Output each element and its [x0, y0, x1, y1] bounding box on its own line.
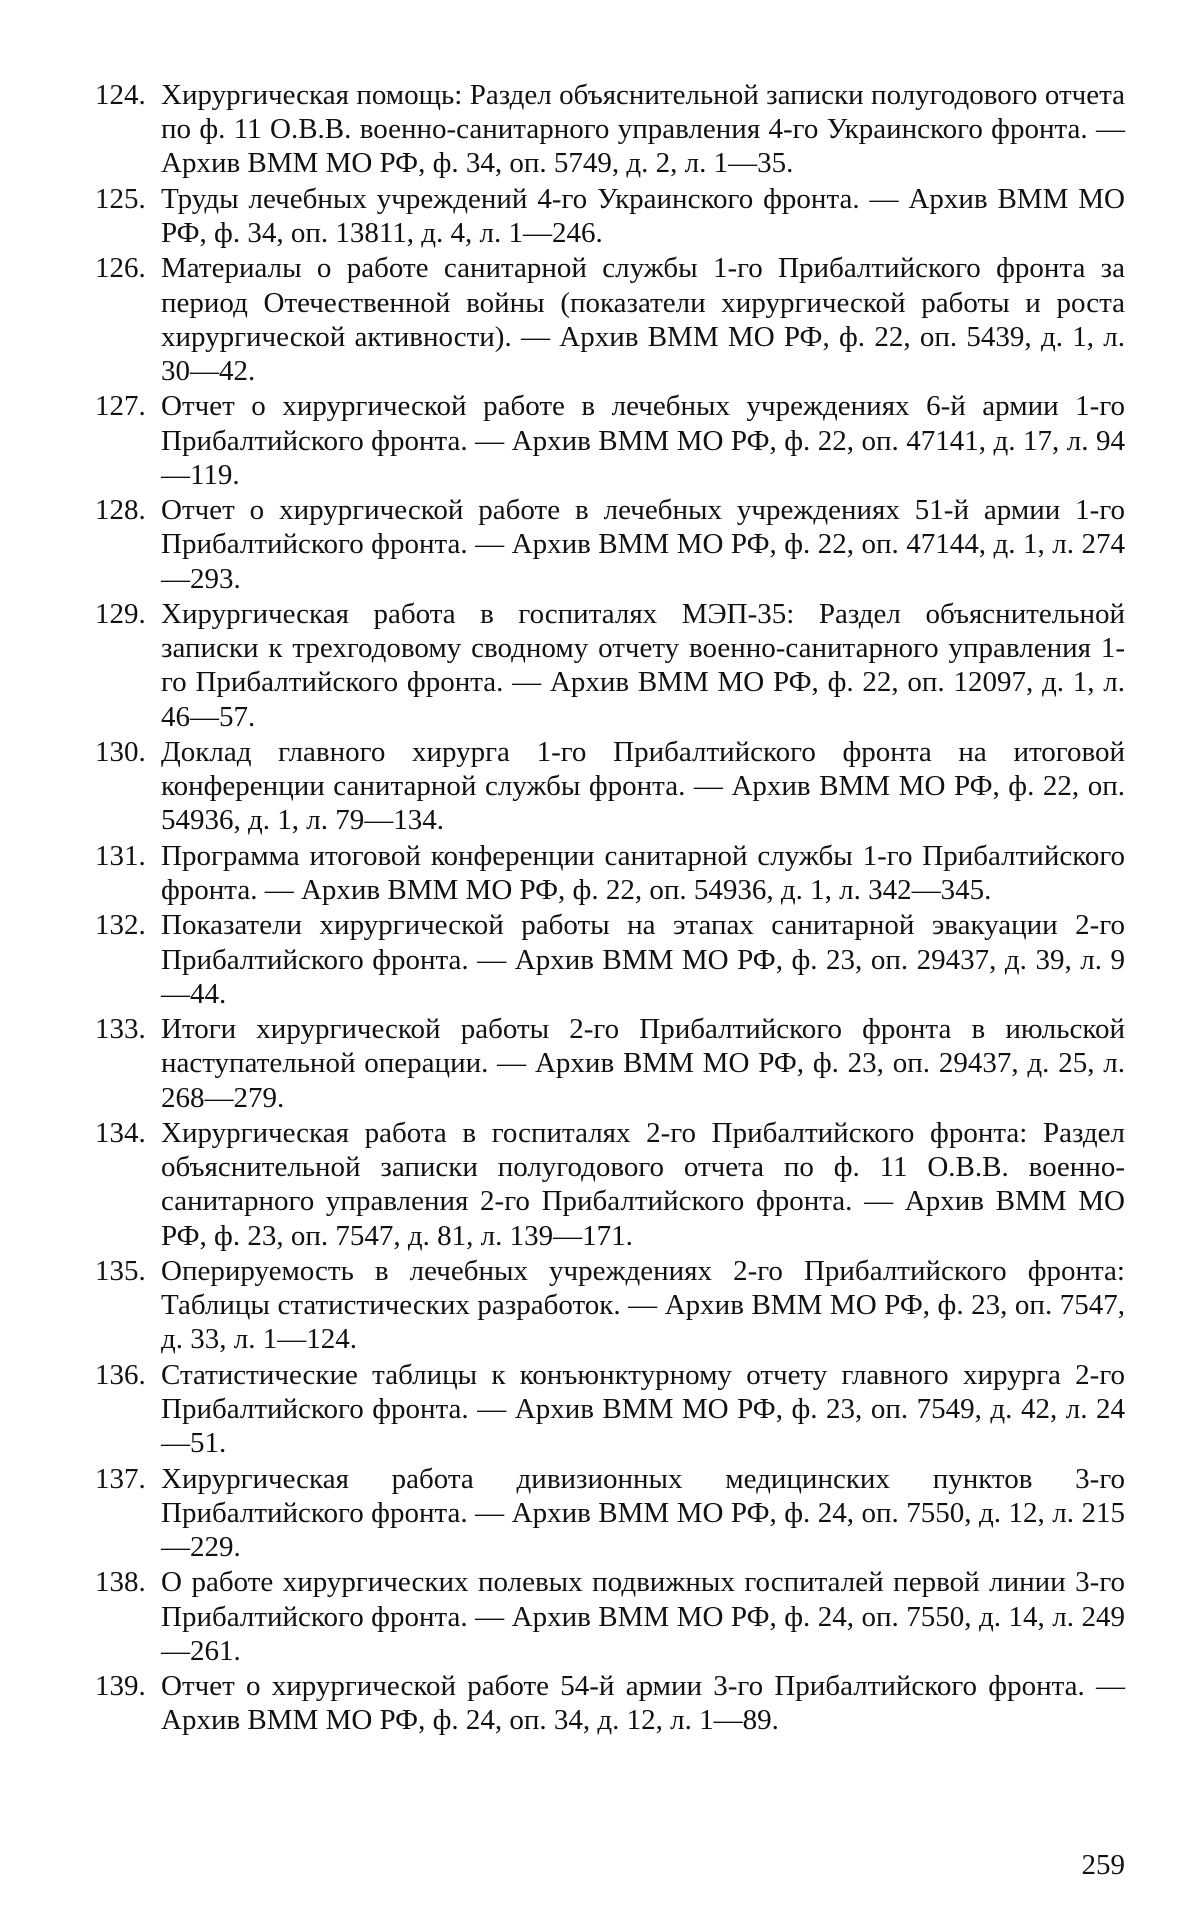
reference-text: Материалы о работе санитарной службы 1-го Прибалтийского фронта за период Отечественной войны (показатели хирургической работы и роста хирургической активности). — Архив ВММ МО РФ, ф. 22, оп. 5439, д. 1, л. 30—42. — [161, 252, 1125, 387]
reference-item-135 — [95, 1254, 1125, 1357]
reference-item-125 — [95, 182, 1125, 250]
reference-number: 131. — [95, 839, 146, 872]
reference-item-139 — [95, 1669, 1125, 1737]
reference-number: 124. — [95, 79, 146, 111]
reference-text: Итоги хирургической работы 2-го Прибалтийского фронта в июльской наступательной операции. — Архив ВММ МО РФ, ф. 23, оп. 29437, д. 25, л. 268—279. — [161, 1013, 1125, 1114]
reference-number: 134. — [95, 1116, 146, 1149]
reference-item-138 — [95, 1565, 1125, 1668]
reference-item-130 — [95, 735, 1125, 838]
reference-item-129 — [95, 597, 1125, 734]
reference-number: 139. — [95, 1670, 146, 1703]
reference-number: 128. — [95, 494, 146, 527]
reference-text: Статистические таблицы к конъюнктурному отчету главного хирурга 2-го Прибалтийского фронта. — Архив ВММ МО РФ, ф. 23, оп. 7549, д. 42, л. 24—51. — [161, 1358, 1125, 1460]
reference-item-136 — [95, 1358, 1125, 1461]
reference-text: О работе хирургических полевых подвижных госпиталей первой линии 3-го Прибалтийского фронта. — Архив ВММ МО РФ, ф. 24, оп. 7550, д. 14, л. 249—261. — [161, 1566, 1125, 1667]
reference-item-132 — [95, 908, 1125, 1011]
reference-number: 133. — [95, 1013, 146, 1046]
reference-text: Хирургическая помощь: Раздел объяснительной записки полугодового отчета по ф. 11 О.В.В. военно-санитарного управления 4-го Украинского фронта. — Архив ВММ МО РФ, ф. 34, оп. 5749, д. 2, л. 1—35. — [161, 79, 1125, 180]
reference-text: Хирургическая работа в госпиталях 2-го Прибалтийского фронта: Раздел объяснительной записки полугодового отчета по ф. 11 О.В.В. военно-санитарного управления 2-го Прибалтийского фронта. — Архив ВММ МО РФ, ф. 23, оп. 7547, д. 81, л. 139—171. — [161, 1116, 1125, 1252]
reference-number: 137. — [95, 1462, 146, 1495]
reference-item-134 — [95, 1116, 1125, 1253]
reference-text: Доклад главного хирурга 1-го Прибалтийского фронта на итоговой конференции санитарной службы фронта. — Архив ВММ МО РФ, ф. 22, оп. 54936, д. 1, л. 79—134. — [161, 735, 1125, 837]
reference-number: 125. — [95, 182, 146, 215]
reference-item-124 — [95, 78, 1125, 181]
reference-item-127 — [95, 389, 1125, 492]
reference-text: Хирургическая работа дивизионных медицинских пунктов 3-го Прибалтийского фронта. — Архив ВММ МО РФ, ф. 24, оп. 7550, д. 12, л. 215—229. — [161, 1462, 1125, 1563]
reference-text: Отчет о хирургической работе 54-й армии 3-го Прибалтийского фронта. — Архив ВММ МО РФ, ф. 24, оп. 34, д. 12, л. 1—89. — [161, 1670, 1125, 1737]
reference-list — [95, 78, 1125, 1738]
reference-item-128 — [95, 493, 1125, 596]
reference-page — [95, 78, 1125, 1739]
reference-number: 138. — [95, 1566, 146, 1599]
reference-number: 127. — [95, 390, 146, 423]
reference-number: 132. — [95, 909, 146, 942]
reference-text: Оперируемость в лечебных учреждениях 2-го Прибалтийского фронта: Таблицы статистических разработок. — Архив ВММ МО РФ, ф. 23, оп. 7547, д. 33, л. 1—124. — [161, 1254, 1125, 1356]
reference-item-137 — [95, 1462, 1125, 1565]
reference-text: Труды лечебных учреждений 4-го Украинского фронта. — Архив ВММ МО РФ, ф. 34, оп. 13811, д. 4, л. 1—246. — [161, 182, 1125, 249]
reference-text: Отчет о хирургической работе в лечебных учреждениях 51-й армии 1-го Прибалтийского фронта. — Архив ВММ МО РФ, ф. 22, оп. 47144, д. 1, л. 274—293. — [161, 494, 1125, 595]
reference-text: Отчет о хирургической работе в лечебных учреждениях 6-й армии 1-го Прибалтийского фронта. — Архив ВММ МО РФ, ф. 22, оп. 47141, д. 17, л. 94—119. — [161, 390, 1125, 491]
reference-number: 136. — [95, 1358, 146, 1391]
reference-text: Программа итоговой конференции санитарной службы 1-го Прибалтийского фронта. — Архив ВММ МО РФ, ф. 22, оп. 54936, д. 1, л. 342—345. — [161, 839, 1125, 906]
reference-item-133 — [95, 1012, 1125, 1115]
reference-text: Хирургическая работа в госпиталях МЭП-35: Раздел объяснительной записки к трехгодовому сводному отчету военно-санитарного управления 1-го Прибалтийского фронта. — Архив ВММ МО РФ, ф. 22, оп. 12097, д. 1, л. 46—57. — [161, 597, 1125, 733]
reference-number: 135. — [95, 1254, 146, 1287]
reference-number: 130. — [95, 735, 146, 768]
reference-number: 129. — [95, 597, 146, 630]
page-number: 259 — [1081, 1849, 1125, 1881]
reference-item-131 — [95, 839, 1125, 907]
reference-text: Показатели хирургической работы на этапах санитарной эвакуации 2-го Прибалтийского фронта. — Архив ВММ МО РФ, ф. 23, оп. 29437, д. 39, л. 9—44. — [161, 909, 1125, 1010]
reference-number: 126. — [95, 252, 146, 285]
reference-item-126 — [95, 251, 1125, 388]
